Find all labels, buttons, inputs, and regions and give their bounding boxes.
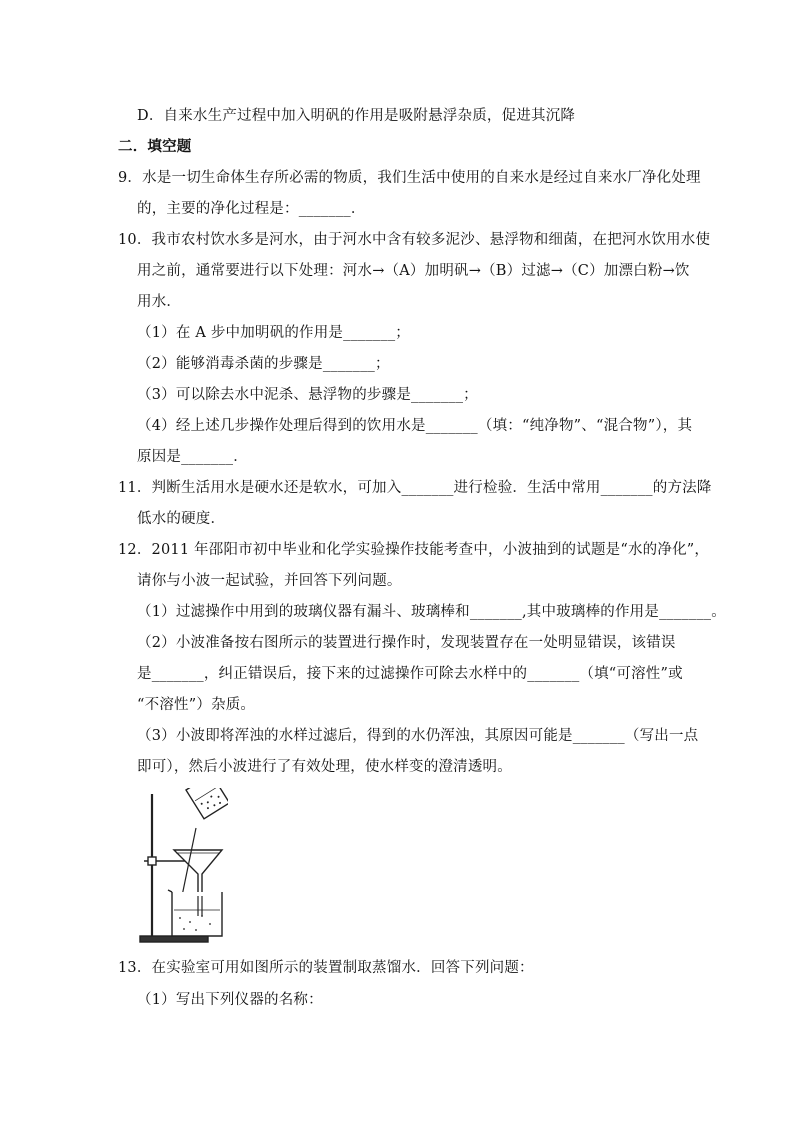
question-10-part-4-cont: 原因是_______． <box>137 449 248 465</box>
question-10-line-2: 用之前，通常要进行以下处理：河水→（A）加明矾→（B）过滤→（C）加漂白粉→饮 <box>137 263 690 279</box>
question-12-part-3-cont: 即可），然后小波进行了有效处理，使水样变的澄清透明。 <box>137 759 512 775</box>
question-12-line-1: 12．2011 年邵阳市初中毕业和化学实验操作技能考查中，小波抽到的试题是“水的净化”， <box>118 542 710 558</box>
question-12-part-2: （2）小波准备按右图所示的装置进行操作时，发现装置存在一处明显错误，该错误 <box>137 635 676 651</box>
stand-base <box>140 936 208 942</box>
question-12-line-2: 请你与小波一起试验，并回答下列问题。 <box>137 573 402 589</box>
question-9-line-1: 9．水是一切生命体生存所必需的物质，我们生活中使用的自来水是经过自来水厂净化处理 <box>118 170 701 186</box>
question-12-part-1: （1）过滤操作中用到的玻璃仪器有漏斗、玻璃棒和_______,其中玻璃棒的作用是_______。 <box>137 604 726 620</box>
receiving-beaker <box>172 892 222 936</box>
question-10-part-4: （4）经上述几步操作处理后得到的饮用水是_______（填：“纯净物”、“混合物”），其 <box>137 418 693 434</box>
question-12-part-2-cont-1: 是_______，纠正错误后，接下来的过滤操作可除去水样中的_______（填“可溶性”或 <box>137 666 683 682</box>
question-10-part-2: （2）能够消毒杀菌的步骤是_______； <box>137 356 390 372</box>
pouring-beaker <box>186 788 228 819</box>
section-heading-fill-blank: 二．填空题 <box>118 139 192 155</box>
question-13-part-1: （1）写出下列仪器的名称： <box>137 992 323 1008</box>
question-12-part-2-cont-2: “不溶性”）杂质。 <box>137 697 256 713</box>
question-10-line-1: 10．我市农村饮水多是河水，由于河水中含有较多泥沙、悬浮物和细菌，在把河水饮用水使 <box>118 232 711 248</box>
funnel <box>174 850 222 896</box>
question-13-line-1: 13．在实验室可用如图所示的装置制取蒸馏水．回答下列问题： <box>118 960 534 976</box>
question-11-line-2: 低水的硬度． <box>137 511 226 527</box>
question-10-part-1: （1）在 A 步中加明矾的作用是_______； <box>137 325 410 341</box>
question-10-part-3: （3）可以除去水中泥杀、悬浮物的步骤是_______； <box>137 387 478 403</box>
question-10-line-3: 用水． <box>137 294 182 310</box>
question-9-line-2: 的，主要的净化过程是：_______． <box>137 201 366 217</box>
option-d: D．自来水生产过程中加入明矾的作用是吸附悬浮杂质，促进其沉降 <box>137 108 576 124</box>
clamp-boss <box>148 857 156 865</box>
question-11-line-1: 11．判断生活用水是硬水还是软水，可加入_______进行检验．生活中常用_______的方法降 <box>118 480 712 496</box>
question-12-part-3: （3）小波即将浑浊的水样过滤后，得到的水仍浑浊，其原因可能是_______（写出一点 <box>137 728 699 744</box>
filtration-apparatus-figure <box>138 788 228 946</box>
